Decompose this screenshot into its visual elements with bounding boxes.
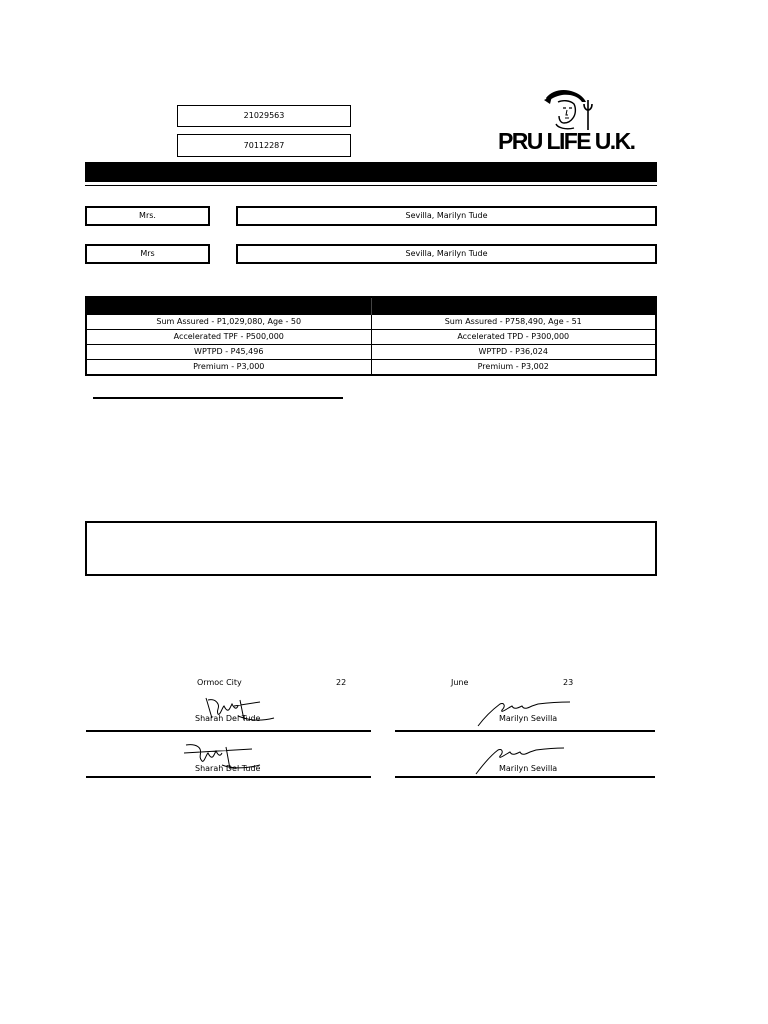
signature-line	[86, 730, 371, 732]
party1-name: Sevilla, Marilyn Tude	[405, 211, 488, 220]
coverage-cell-left: Premium - P3,000	[86, 360, 371, 376]
table-row	[86, 345, 656, 360]
signing-year: 23	[563, 678, 574, 687]
table-row	[86, 330, 656, 345]
coverage-table-header	[86, 297, 656, 315]
coverage-cell-left: WPTPD - P45,496	[86, 345, 371, 360]
party1-name-field	[236, 206, 657, 226]
header-underline	[85, 185, 657, 186]
party2-name: Sevilla, Marilyn Tude	[405, 249, 488, 258]
coverage-cell-right: Premium - P3,002	[371, 360, 656, 376]
signatory-name: Sharah Del Tude	[195, 764, 261, 773]
party2-salutation: Mrs	[140, 249, 155, 258]
secondary-number-value: 70112287	[243, 140, 285, 150]
coverage-table	[85, 296, 657, 376]
signatory-name: Marilyn Sevilla	[499, 764, 558, 773]
policy-number-field	[177, 105, 351, 127]
coverage-cell-left: Accelerated TPF - P500,000	[86, 330, 371, 345]
coverage-cell-left: Sum Assured - P1,029,080, Age - 50	[86, 315, 371, 330]
signatory-name: Marilyn Sevilla	[499, 714, 558, 723]
pru-life-logo-emblem	[536, 86, 598, 132]
remarks-box	[85, 521, 657, 576]
signing-day: 22	[336, 678, 347, 687]
signature-marilyn-1	[474, 698, 574, 728]
coverage-header-left	[86, 297, 371, 315]
coverage-cell-right: Accelerated TPD - P300,000	[371, 330, 656, 345]
party1-salutation: Mrs.	[139, 211, 156, 220]
signing-place: Ormoc City	[197, 678, 242, 687]
secondary-number-field	[177, 134, 351, 157]
party2-name-field	[236, 244, 657, 264]
coverage-header-right	[371, 297, 656, 315]
signature-line	[86, 776, 371, 778]
table-row	[86, 360, 656, 376]
party2-salutation-field	[85, 244, 210, 264]
policy-number-value: 21029563	[243, 111, 285, 120]
party1-salutation-field	[85, 206, 210, 226]
signature-line	[395, 776, 655, 778]
pru-life-logo-text: PRU LIFE U.K.	[498, 128, 635, 154]
signature-line	[395, 730, 655, 732]
coverage-cell-right: WPTPD - P36,024	[371, 345, 656, 360]
table-row	[86, 315, 656, 330]
section-header-bar	[85, 162, 657, 182]
section-divider	[93, 397, 343, 399]
signatory-name: Sharah Del Tude	[195, 714, 261, 723]
coverage-cell-right: Sum Assured - P758,490, Age - 51	[371, 315, 656, 330]
signing-month: June	[451, 678, 469, 687]
